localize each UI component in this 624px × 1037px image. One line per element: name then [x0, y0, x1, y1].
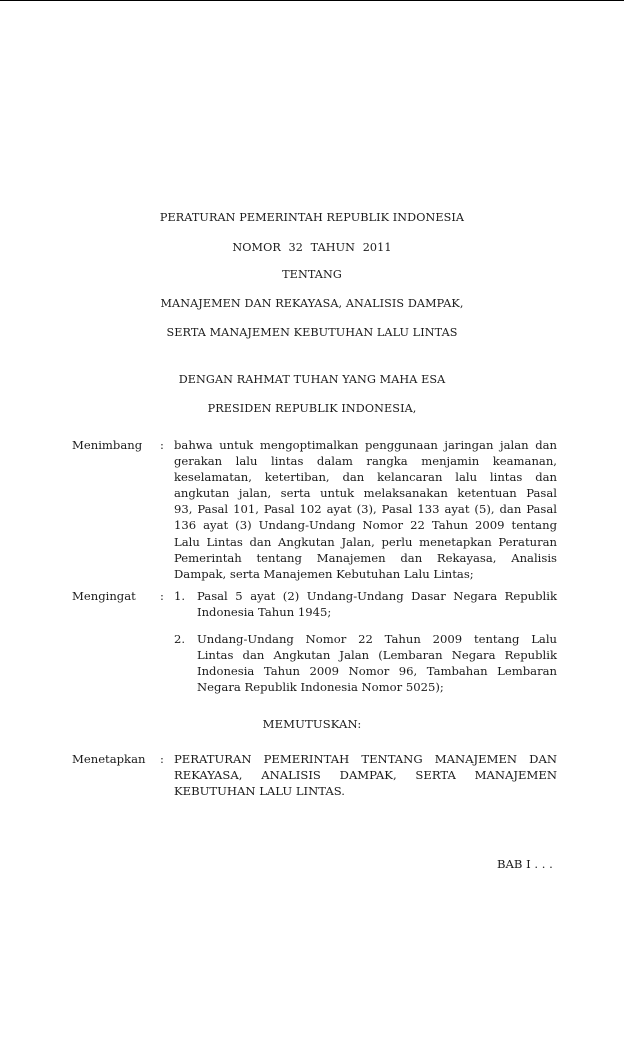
menimbang-line: 93, Pasal 101, Pasal 102 ayat (3), Pasal 133 ayat (5), dan Pasal: [174, 502, 557, 517]
menimbang-line: Dampak, serta Manajemen Kebutuhan Lalu Lintas;: [174, 566, 474, 581]
mengingat-item-line: Undang-Undang Nomor 22 Tahun 2009 tentang Lalu: [197, 632, 557, 646]
menimbang-line: Pemerintah tentang Manajemen dan Rekayasa, Analisis: [174, 550, 557, 565]
next-page-marker: BAB I . . .: [497, 857, 553, 871]
menetapkan-line: REKAYASA, ANALISIS DAMPAK, SERTA MANAJEMEN: [174, 768, 557, 783]
regulation-subject-line2: SERTA MANAJEMEN KEBUTUHAN LALU LINTAS: [166, 326, 458, 339]
mengingat-item-line: Indonesia Tahun 1945;: [197, 605, 332, 619]
mengingat-item-line: Negara Republik Indonesia Nomor 5025);: [197, 680, 444, 694]
mengingat-item-line: Pasal 5 ayat (2) Undang-Undang Dasar Negara Republik: [197, 589, 557, 603]
regulation-title: PERATURAN PEMERINTAH REPUBLIK INDONESIA: [159, 211, 465, 224]
mengingat-label: Mengingat: [72, 589, 136, 603]
president-heading: PRESIDEN REPUBLIK INDONESIA,: [207, 402, 417, 415]
memutuskan-heading: MEMUTUSKAN:: [262, 717, 362, 731]
regulation-about: TENTANG: [282, 268, 342, 281]
page-top-border: [0, 0, 624, 1]
menimbang-line: Lalu Lintas dan Angkutan Jalan, perlu menetapkan Peraturan: [174, 534, 557, 549]
mengingat-item-line: Indonesia Tahun 2009 Nomor 96, Tambahan Lembaran: [197, 664, 557, 678]
menetapkan-text: [174, 751, 557, 799]
mengingat-item-2: [197, 631, 557, 695]
menimbang-line: gerakan lalu lintas dalam rangka menjamin keamanan,: [174, 454, 557, 469]
mengingat-item-1: [197, 588, 557, 620]
regulation-number: NOMOR 32 TAHUN 2011: [232, 241, 392, 254]
menimbang-text: [174, 437, 557, 582]
mengingat-item-line: Lintas dan Angkutan Jalan (Lembaran Negara Republik: [197, 648, 557, 662]
mengingat-item-number: 1.: [174, 589, 186, 603]
mengingat-colon: :: [160, 589, 164, 603]
mengingat-item-number: 2.: [174, 632, 186, 646]
menimbang-line: angkutan jalan, serta untuk melaksanakan ketentuan Pasal: [174, 486, 557, 501]
menetapkan-line: KEBUTUHAN LALU LINTAS.: [174, 784, 345, 799]
menimbang-colon: :: [160, 438, 164, 452]
menimbang-line: bahwa untuk mengoptimalkan penggunaan jaringan jalan dan: [174, 438, 557, 452]
menetapkan-line: PERATURAN PEMERINTAH TENTANG MANAJEMEN DAN: [174, 752, 557, 766]
menetapkan-colon: :: [160, 752, 164, 766]
menimbang-line: 136 ayat (3) Undang-Undang Nomor 22 Tahun 2009 tentang: [174, 518, 557, 533]
menimbang-label: Menimbang: [72, 438, 143, 452]
regulation-subject-line1: MANAJEMEN DAN REKAYASA, ANALISIS DAMPAK,: [160, 297, 464, 310]
invocation: DENGAN RAHMAT TUHAN YANG MAHA ESA: [178, 373, 446, 386]
menimbang-line: keselamatan, ketertiban, dan kelancaran lalu lintas dan: [174, 470, 557, 485]
menetapkan-label: Menetapkan: [72, 752, 146, 766]
